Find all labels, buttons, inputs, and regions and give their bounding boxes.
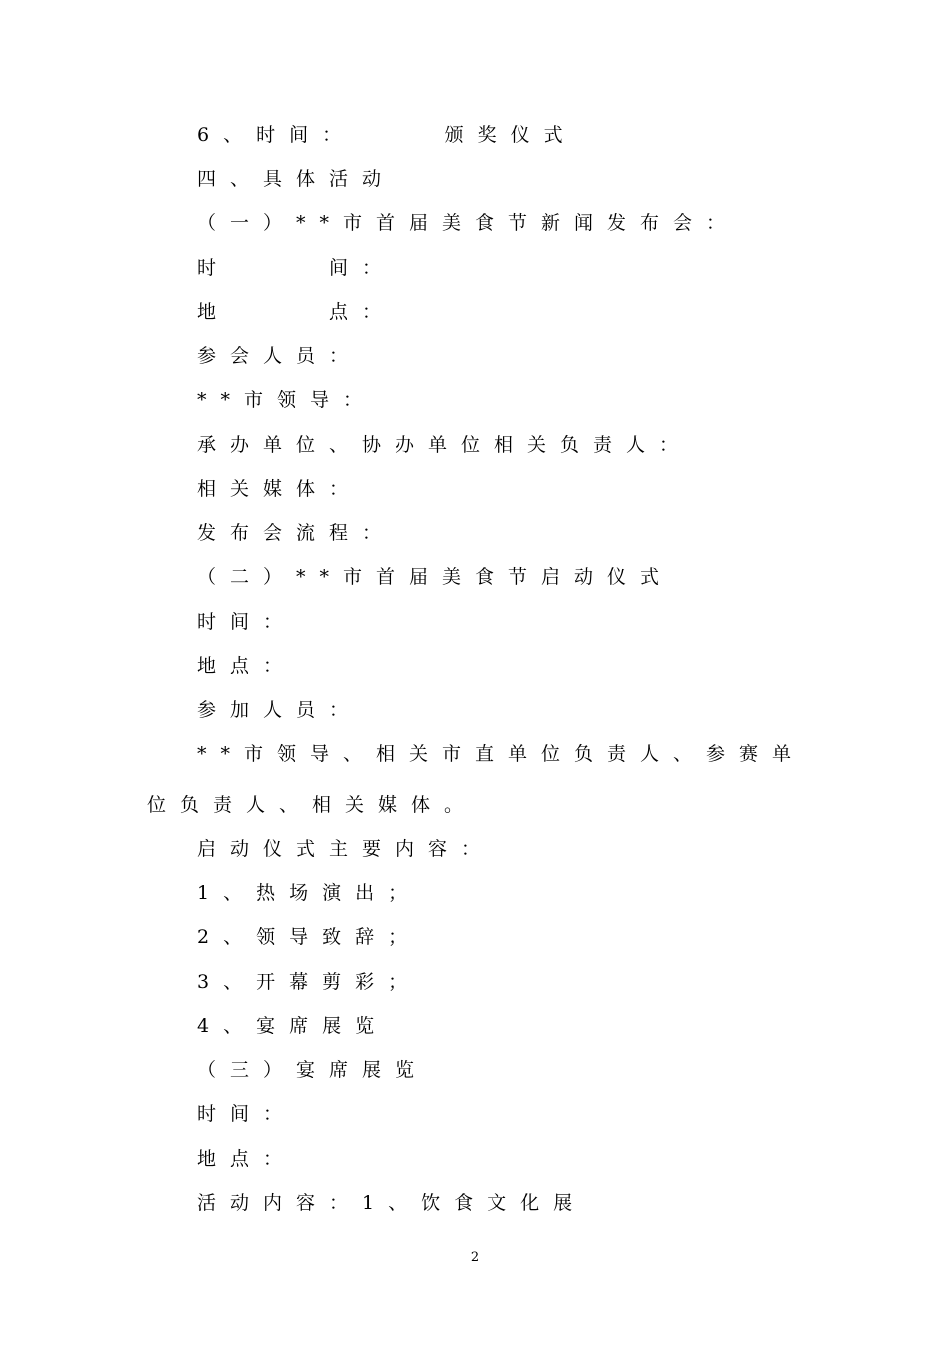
- list-item: 2、领导致辞；: [197, 926, 422, 948]
- text-line: 时 间：: [197, 257, 396, 279]
- text-line: 地 点：: [197, 301, 396, 323]
- section-heading: （一）**市首届美食节新闻发布会：: [197, 212, 740, 234]
- page-number: 2: [470, 1250, 480, 1265]
- text-line: 位负责人、相关媒体。: [147, 794, 478, 816]
- text-line: 地点：: [197, 1148, 297, 1170]
- text-line: 四、具体活动: [197, 168, 396, 190]
- text-line: 发布会流程：: [197, 522, 396, 544]
- section-heading: （三）宴席展览: [197, 1059, 429, 1081]
- text-line: 活动内容：1、饮食文化展: [197, 1192, 587, 1214]
- text-line: 承办单位、协办单位相关负责人：: [197, 434, 693, 456]
- text-line: 时间：: [197, 611, 297, 633]
- text-line: 参加人员：: [197, 699, 363, 721]
- text-line: 相关媒体：: [197, 478, 363, 500]
- list-item: 4、宴席展览: [197, 1015, 389, 1037]
- text-line: 6、时间： 颁奖仪式: [197, 124, 577, 146]
- text-line: **市领导：: [197, 389, 377, 411]
- list-item: 3、开幕剪彩；: [197, 971, 422, 993]
- text-line: 参会人员：: [197, 345, 363, 367]
- text-line: 启动仪式主要内容：: [197, 838, 495, 860]
- text-line: **市领导、相关市直单位负责人、参赛单: [197, 743, 806, 765]
- text-line: 时间：: [197, 1103, 297, 1125]
- text-line: 地点：: [197, 655, 297, 677]
- list-item: 1、热场演出；: [197, 882, 422, 904]
- section-heading: （二）**市首届美食节启动仪式: [197, 566, 674, 588]
